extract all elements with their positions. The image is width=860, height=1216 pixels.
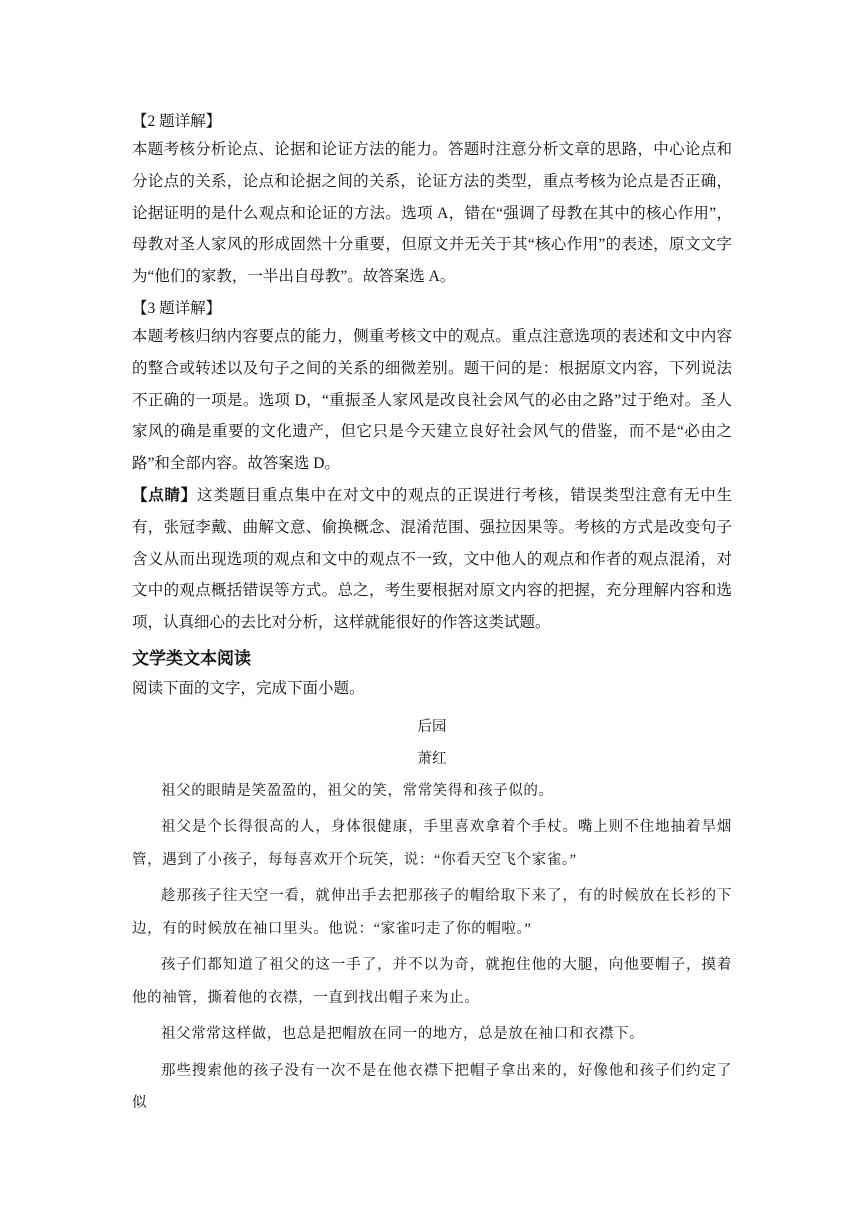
story-paragraph: 祖父的眼睛是笑盈盈的，祖父的笑，常常笑得和孩子似的。 [161, 782, 554, 799]
story-author: 萧红 [417, 750, 447, 767]
story-title: 后园 [417, 718, 447, 735]
section-intro: 阅读下面的文字，完成下面小题。 [132, 679, 365, 697]
q3-explanation: 本题考核归纳内容要点的能力，侧重考核文中的观点。重点注意选项的表述和文中内容的整合或转述以及句子之间的关系的细微差别。题干问的是：根据原文内容，下列说法不正确的一项是。选项 D，“重振圣人家风是改良社会风气的必由之路”过于绝对。圣人家风的确是重要的文化遗产，但它只是今天建立良好社会风气的借鉴，而不是“必由之路”和全部内容。故答案选 D。 [132, 327, 732, 473]
q2-explanation: 本题考核分析论点、论据和论证方法的能力。答题时注意分析文章的思路，中心论点和分论点的关系，论点和论据之间的关系，论证方法的类型，重点考核为论点是否正确，论据证明的是什么观点和论证的方法。选项 A，错在“强调了母教在其中的核心作用”，母教对圣人家风的形成固然十分重要，但原文并无关于其“核心作用”的表述，原文文字为“他们的家教，一半出自母教”。故答案选 A。 [132, 141, 732, 286]
tip-body: 这类题目重点集中在对文中的观点的正误进行考核，错误类型注意有无中生有，张冠李戴、曲解文意、偷换概念、混淆范围、强拉因果等。考核的方式是改变句子含义从而出现选项的观点和文中的观点不一致，文中他人的观点和作者的观点混淆，对文中的观点概括错误等方式。总之，考生要根据对原文内容的把握，充分理解内容和选项，认真细心的去比对分析，这样就能很好的作答这类试题。 [132, 486, 732, 632]
page-content [132, 109, 732, 1120]
tip-label: 【点睛】 [132, 486, 197, 504]
q2-heading: 【2 题详解】 [132, 113, 222, 130]
tip-paragraph [132, 480, 732, 639]
section-title: 文学类文本阅读 [132, 648, 251, 668]
story-paragraph: 那些搜索他的孩子没有一次不是在他衣襟下把帽子拿出来的，好像他和孩子们约定了似 [132, 1062, 732, 1112]
story-paragraph: 祖父常常这样做，也总是把帽放在同一的地方，总是放在袖口和衣襟下。 [161, 1026, 645, 1043]
story-paragraph: 趁那孩子往天空一看，就伸出手去把那孩子的帽给取下来了，有的时候放在长衫的下边，有的时候放在袖口里头。他说：“家雀叼走了你的帽啦。” [132, 888, 732, 937]
story-paragraph: 孩子们都知道了祖父的这一手了，并不以为奇，就抱住他的大腿，向他要帽子，摸着他的袖管，撕着他的衣襟，一直到找出帽子来为止。 [132, 957, 732, 1006]
q3-heading: 【3 题详解】 [132, 299, 222, 317]
story-paragraph: 祖父是个长得很高的人，身体很健康，手里喜欢拿着个手杖。嘴上则不住地抽着旱烟管，遇到了小孩子，每每喜欢开个玩笑，说：“你看天空飞个家雀。” [132, 819, 732, 868]
